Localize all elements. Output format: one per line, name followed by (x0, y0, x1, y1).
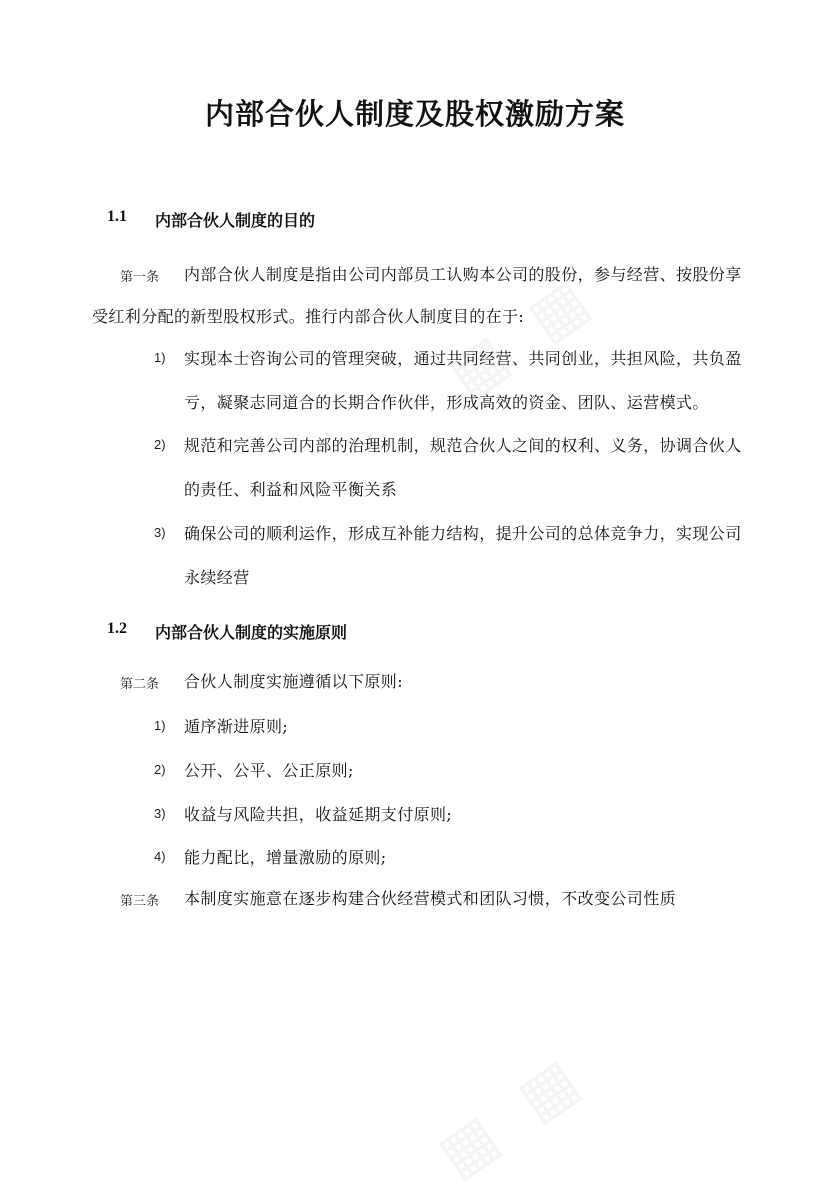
list-item-number: 2) (154, 762, 166, 777)
article-text-line: 本制度实施意在逐步构建合伙经营模式和团队习惯，不改变公司性质 (184, 889, 677, 908)
section-number: 1.1 (107, 208, 127, 225)
list-item-number: 3) (154, 525, 166, 540)
article-label: 第一条 (120, 270, 160, 285)
list-item-text: 能力配比，增量激励的原则; (184, 848, 387, 867)
list-item-number: 1) (154, 718, 166, 733)
document-title: 内部合伙人制度及股权激励方案 (204, 97, 625, 131)
list-item-number: 4) (154, 849, 166, 864)
list-item-text: 确保公司的顺利运作，形成互补能力结构，提升公司的总体竞争力，实现公司 (184, 524, 742, 543)
list-item-number: 2) (154, 437, 166, 452)
section-title: 内部合伙人制度的实施原则 (155, 623, 348, 642)
section-title: 内部合伙人制度的目的 (155, 211, 316, 230)
list-item-text: 实现本士咨询公司的管理突破，通过共同经营、共同创业，共担风险，共负盈 (184, 349, 742, 368)
list-item-text: 规范和完善公司内部的治理机制，规范合伙人之间的权利、义务，协调合伙人 (184, 436, 742, 455)
article-text-line: 内部合伙人制度是指由公司内部员工认购本公司的股份，参与经营、按股份享 (184, 265, 742, 284)
list-item-text: 公开、公平、公正原则; (184, 761, 354, 780)
list-item-text: 收益与风险共担，收益延期支付原则; (184, 805, 453, 824)
article-label: 第二条 (120, 677, 160, 692)
list-item-number: 1) (154, 350, 166, 365)
article-label: 第三条 (120, 894, 160, 909)
article-text-line: 合伙人制度实施遵循以下原则: (184, 672, 403, 691)
section-number: 1.2 (107, 620, 127, 637)
list-item-text: 永续经营 (184, 568, 250, 587)
watermark-mark-bottom (425, 1039, 600, 1191)
list-item-number: 3) (154, 806, 166, 821)
article-text-line: 受红利分配的新型股权形式。推行内部合伙人制度目的在于: (92, 307, 525, 326)
list-item-text: 亏，凝聚志同道合的长期合作伙伴，形成高效的资金、团队、运营模式。 (184, 393, 709, 412)
list-item-text: 的责任、利益和风险平衡关系 (184, 480, 398, 499)
list-item-text: 遁序渐进原则; (184, 717, 289, 736)
